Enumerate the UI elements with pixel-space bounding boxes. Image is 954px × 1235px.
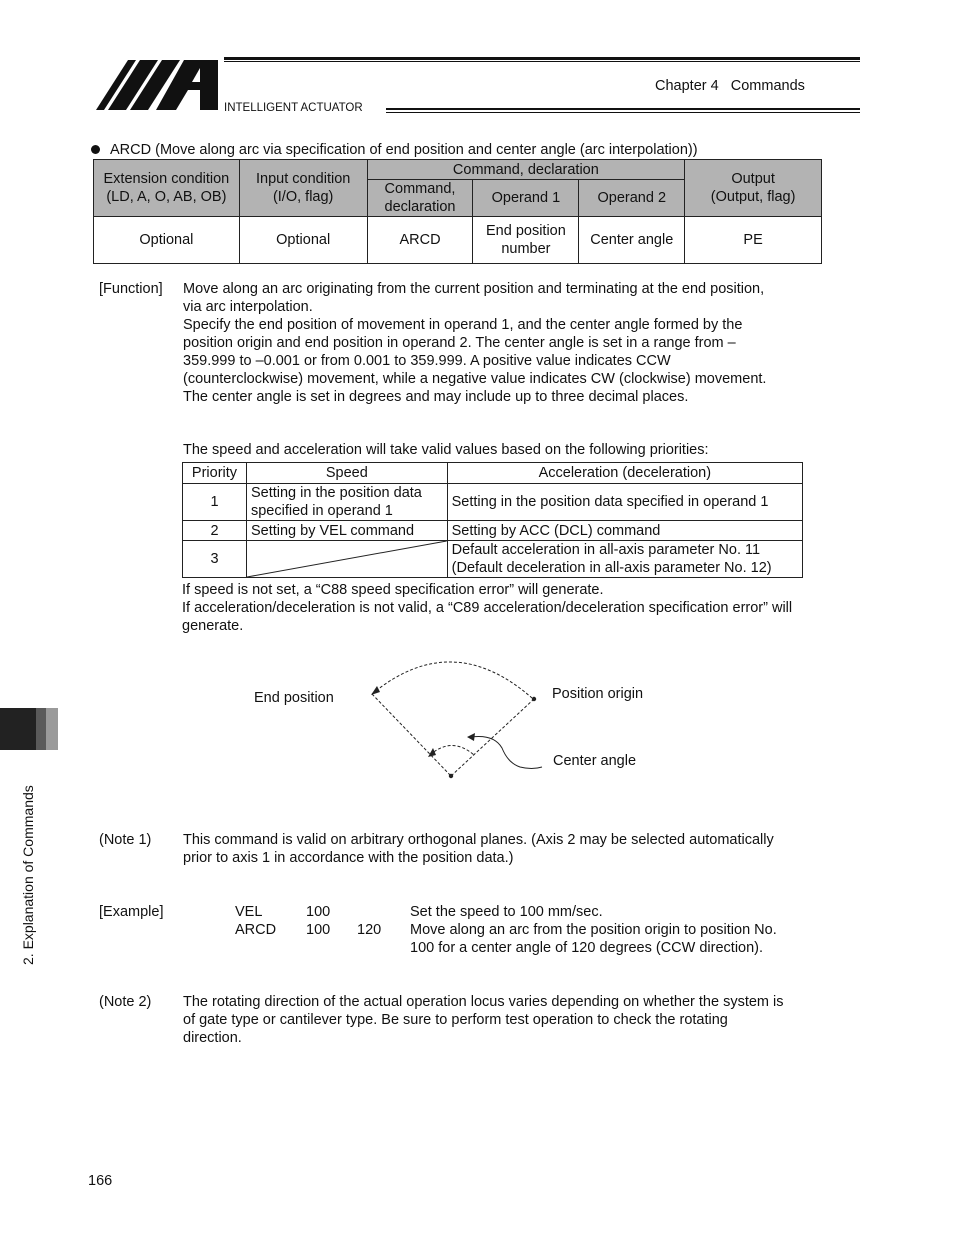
center-angle-label: Center angle	[553, 753, 637, 769]
position-origin-label: Position origin	[552, 686, 644, 702]
side-tab-label: 2. Explanation of Commands	[20, 785, 36, 965]
brand-name: INTELLIGENT ACTUATOR	[224, 102, 363, 114]
function-line: via arc interpolation.	[183, 299, 313, 315]
cell-extension: Optional	[94, 217, 240, 264]
accel-cell: Default acceleration in all-axis parameter No. 11 (Default deceleration in all-axis parameter No. 12)	[447, 541, 802, 578]
example-desc: 100 for a center angle of 120 degrees (CCW direction).	[410, 940, 764, 956]
function-line: The center angle is set in degrees and may include up to three decimal places.	[183, 389, 689, 405]
example-label: [Example]	[99, 904, 164, 920]
accel-cell: Setting in the position data specified in operand 1	[447, 484, 802, 521]
note2-label: (Note 2)	[99, 994, 152, 1010]
example-desc: Set the speed to 100 mm/sec.	[410, 904, 603, 920]
note-line: If speed is not set, a “C88 speed specification error” will generate.	[182, 582, 604, 598]
example-op2: 120	[357, 922, 382, 938]
note1-label: (Note 1)	[99, 832, 152, 848]
header-command: Command, declaration	[367, 180, 473, 217]
note-line: generate.	[182, 618, 244, 634]
header-input-condition: Input condition (I/O, flag)	[239, 160, 367, 217]
example-op1: 100	[306, 904, 331, 920]
function-line: Specify the end position of movement in operand 1, and the center angle formed by the	[183, 317, 743, 333]
cell-input: Optional	[239, 217, 367, 264]
note-line: of gate type or cantilever type. Be sure to perform test operation to check the rotating	[183, 1012, 728, 1028]
example-desc: Move along an arc from the position origin to position No.	[410, 922, 777, 938]
function-line: (counterclockwise) movement, while a negative value indicates CW (clockwise) movement.	[183, 371, 767, 387]
section-title: ARCD (Move along arc via specification of end position and center angle (arc interpolation))	[110, 142, 698, 158]
example-op1: 100	[306, 922, 331, 938]
priority-intro: The speed and acceleration will take valid values based on the following priorities:	[183, 442, 709, 458]
cell-output: PE	[685, 217, 822, 264]
example-cmd: VEL	[235, 904, 263, 920]
note-line: The rotating direction of the actual operation locus varies depending on whether the system is	[183, 994, 784, 1010]
priority-cell: 1	[183, 484, 247, 521]
end-position-label: End position	[254, 690, 334, 706]
header-speed: Speed	[246, 463, 447, 484]
speed-cell: Setting by VEL command	[246, 521, 447, 541]
function-line: position origin and end position in operand 2. The center angle is set in a range from –	[183, 335, 736, 351]
accel-cell: Setting by ACC (DCL) command	[447, 521, 802, 541]
header-priority: Priority	[183, 463, 247, 484]
priority-cell: 3	[183, 541, 247, 578]
note2-text	[183, 993, 784, 1047]
note-line: If acceleration/deceleration is not valid, a “C89 acceleration/deceleration specification error” will	[182, 600, 793, 616]
priority-cell: 2	[183, 521, 247, 541]
cell-operand-1: End position number	[473, 217, 579, 264]
note1-text	[183, 831, 774, 867]
example-cmd: ARCD	[235, 922, 277, 938]
header-operand-2: Operand 2	[579, 180, 685, 217]
note-line: prior to axis 1 in accordance with the position data.)	[183, 850, 514, 866]
header-command-group: Command, declaration	[367, 160, 685, 180]
header-output: Output (Output, flag)	[685, 160, 822, 217]
function-line: 359.999 to –0.001 or from 0.001 to 359.999. A positive value indicates CCW	[183, 353, 671, 369]
header-acceleration: Acceleration (deceleration)	[447, 463, 802, 484]
chapter-title: Chapter 4 Commands	[655, 78, 805, 94]
function-label: [Function]	[99, 281, 163, 297]
speed-cell: Setting in the position data specified in operand 1	[246, 484, 447, 521]
header-extension-condition: Extension condition (LD, A, O, AB, OB)	[94, 160, 240, 217]
note-line: direction.	[183, 1030, 242, 1046]
header-operand-1: Operand 1	[473, 180, 579, 217]
cell-command: ARCD	[367, 217, 473, 264]
function-line: Move along an arc originating from the current position and terminating at the end position,	[183, 281, 765, 297]
note-line: This command is valid on arbitrary orthogonal planes. (Axis 2 may be selected automatically	[183, 832, 774, 848]
page-number: 166	[88, 1173, 113, 1189]
cell-operand-2: Center angle	[579, 217, 685, 264]
